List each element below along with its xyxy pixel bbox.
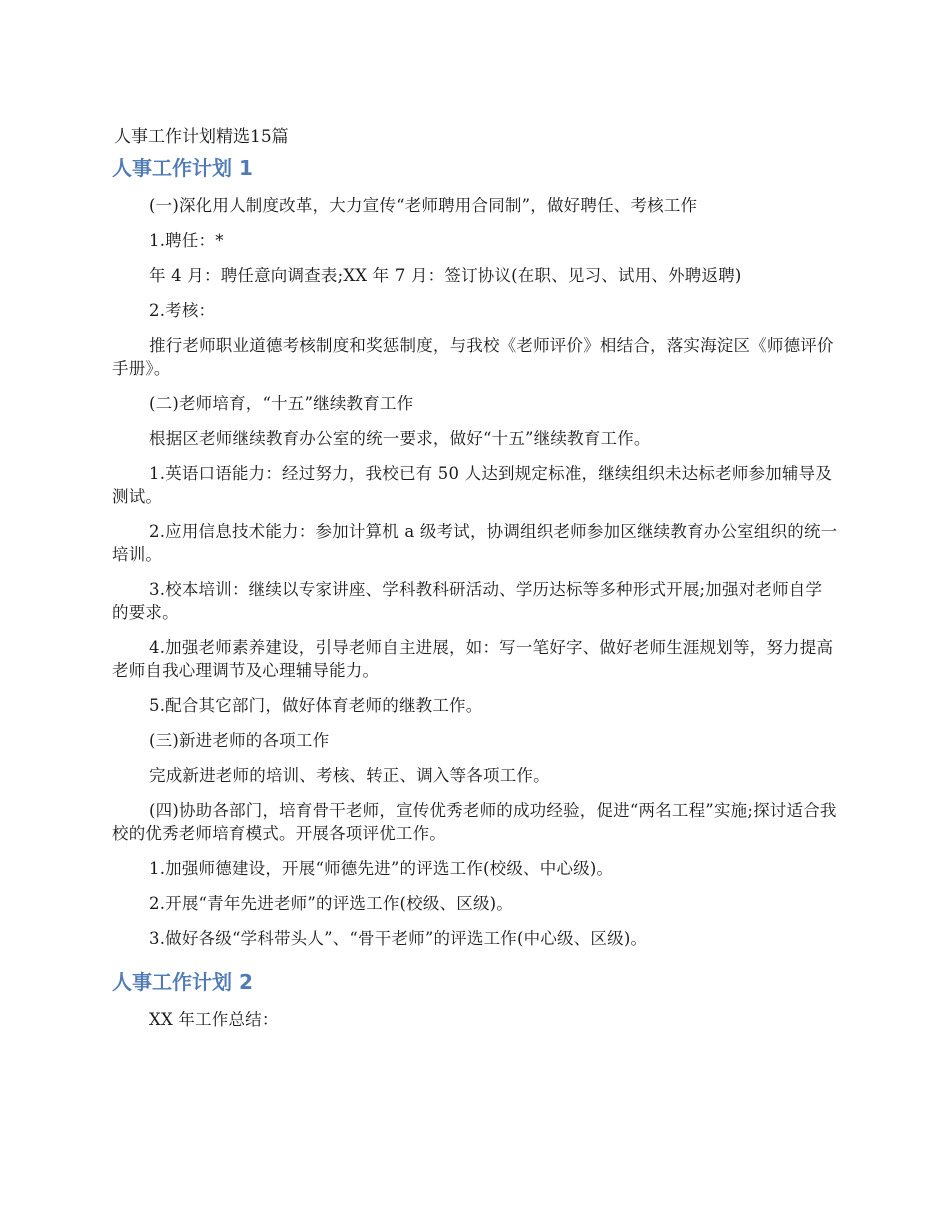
paragraph: (三)新进老师的各项工作	[149, 731, 330, 750]
paragraph: 2.应用信息技术能力：参加计算机 a 级考试，协调组织老师参加区继续教育办公室组织的统一培训。	[112, 522, 838, 564]
paragraph: 推行老师职业道德考核制度和奖惩制度，与我校《老师评价》相结合，落实海淀区《师德评价手册》。	[112, 336, 834, 378]
section-heading: 人事工作计划 2	[112, 970, 253, 994]
paragraph: 年 4 月：聘任意向调查表;XX 年 7 月：签订协议(在职、见习、试用、外聘返聘)	[149, 266, 742, 285]
paragraph: 1.加强师德建设，开展“师德先进”的评选工作(校级、中心级)。	[149, 859, 614, 878]
paragraph: 3.校本培训：继续以专家讲座、学科教科研活动、学历达标等多种形式开展;加强对老师自学的要求。	[112, 580, 823, 622]
paragraph: (一)深化用人制度改革，大力宣传“老师聘用合同制”，做好聘任、考核工作	[149, 196, 698, 215]
paragraph: (四)协助各部门，培育骨干老师，宣传优秀老师的成功经验，促进“两名工程”实施;探讨适合我校的优秀老师培育模式。开展各项评优工作。	[112, 801, 837, 843]
paragraph: 2.开展“青年先进老师”的评选工作(校级、区级)。	[149, 894, 513, 913]
paragraph: (二)老师培育，“十五”继续教育工作	[149, 394, 414, 413]
paragraph: 3.做好各级“学科带头人”、“骨干老师”的评选工作(中心级、区级)。	[149, 929, 648, 948]
document-title: 人事工作计划精选15篇	[114, 127, 289, 147]
paragraph: 1.英语口语能力：经过努力，我校已有 50 人达到规定标准，继续组织未达标老师参加辅导及测试。	[112, 464, 833, 506]
paragraph: 完成新进老师的培训、考核、转正、调入等各项工作。	[149, 766, 550, 785]
paragraph: XX 年工作总结：	[149, 1010, 279, 1029]
paragraph: 根据区老师继续教育办公室的统一要求，做好“十五”继续教育工作。	[149, 429, 651, 448]
paragraph: 5.配合其它部门，做好体育老师的继教工作。	[149, 696, 483, 715]
paragraph: 4.加强老师素养建设，引导老师自主进展，如：写一笔好字、做好老师生涯规划等，努力提高老师自我心理调节及心理辅导能力。	[112, 638, 834, 680]
section-heading: 人事工作计划 1	[112, 156, 253, 180]
paragraph: 2.考核：	[149, 301, 216, 320]
paragraph: 1.聘任：*	[149, 231, 224, 250]
